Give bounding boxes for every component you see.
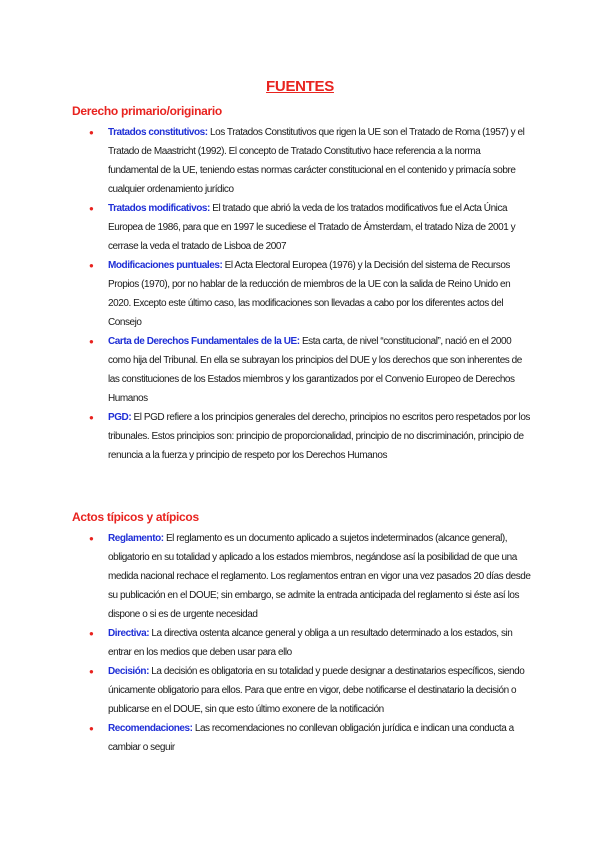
- bullet-icon: ●: [89, 261, 94, 270]
- item-term: Decisión:: [108, 666, 149, 677]
- bullet-icon: ●: [89, 534, 94, 543]
- bullet-icon: ●: [89, 629, 94, 638]
- item-text: La decisión es obligatoria en su totalidad y puede designar a destinatarios específicos, siendo únicamente obligatorio para ellos. Para que entre en vigor, debe notificarse el destinatario la decisión o publicarse en el DOUE, sin que esto último exonere de la notificación: [108, 666, 525, 715]
- item-text: Los Tratados Constitutivos que rigen la UE son el Tratado de Roma (1957) y el Tratado de Maastricht (1992). El concepto de Tratado Constitutivo hace referencia a la norma fundamental de la UE, teniendo estas normas carácter constitucional en el contenido y primacía sobre cualquier ordenamiento jurídico: [108, 127, 525, 195]
- list-item: [89, 123, 532, 199]
- item-text: El tratado que abrió la veda de los tratados modificativos fue el Acta Única Europea de 1986, para que en 1997 le sucediese el Tratado de Ámsterdam, el tratado Niza de 2001 y cerrase la veda el tratado de Lisboa de 2007: [108, 203, 516, 252]
- list-item: [89, 332, 532, 408]
- bullet-icon: ●: [89, 413, 94, 422]
- item-text: La directiva ostenta alcance general y obliga a un resultado determinado a los estados, sin entrar en los medios que deben usar para ello: [108, 628, 513, 658]
- item-text: El PGD refiere a los principios generales del derecho, principios no escritos pero respetados por los tribunales. Estos principios son: principio de proporcionalidad, principio de no discriminación, principio de renuncia a la fuerza y principio de respeto por los Derechos Humanos: [108, 412, 530, 461]
- item-term: Tratados constitutivos:: [108, 127, 208, 138]
- item-term: Directiva:: [108, 628, 150, 639]
- item-term: Modificaciones puntuales:: [108, 260, 223, 271]
- item-term: Reglamento:: [108, 533, 164, 544]
- list-item: [89, 199, 532, 256]
- bullet-icon: ●: [89, 667, 94, 676]
- list-item: [89, 408, 532, 465]
- item-term: Carta de Derechos Fundamentales de la UE:: [108, 336, 300, 347]
- list-derecho-primario: [89, 123, 532, 465]
- bullet-icon: ●: [89, 204, 94, 213]
- item-text: Las recomendaciones no conllevan obligación jurídica e indican una conducta a cambiar o seguir: [108, 723, 514, 753]
- bullet-icon: ●: [89, 337, 94, 346]
- page-title: FUENTES: [266, 78, 334, 95]
- list-item: [89, 662, 532, 719]
- item-text: El Acta Electoral Europea (1976) y la Decisión del sistema de Recursos Propios (1970), por no hablar de la reducción de miembros de la UE con la salida de Reino Unido en 2020. Excepto este último caso, las modificaciones son llevadas a cabo por los diferentes actos del Consejo: [108, 260, 511, 328]
- section-heading-derecho-primario: Derecho primario/originario: [72, 104, 222, 118]
- item-term: PGD:: [108, 412, 132, 423]
- item-term: Tratados modificativos:: [108, 203, 210, 214]
- bullet-icon: ●: [89, 128, 94, 137]
- item-text: Esta carta, de nivel “constitucional”, nació en el 2000 como hija del Tribunal. En ella se subrayan los principios del DUE y los derechos que son inherentes de las constituciones de los Estados miembros y los garantizados por el Convenio Europeo de Derechos Humanos: [108, 336, 522, 404]
- list-actos: [89, 529, 532, 757]
- list-item: [89, 529, 532, 624]
- section-heading-actos: Actos típicos y atípicos: [72, 510, 199, 524]
- bullet-icon: ●: [89, 724, 94, 733]
- item-text: El reglamento es un documento aplicado a sujetos indeterminados (alcance general), obligatorio en su totalidad y aplicado a los estados miembros, negándose así la posibilidad de que una medida nacional rechace el reglamento. Los reglamentos entran en vigor una vez pasados 20 días desde su publicación en el DOUE; sin embargo, se admite la entrada anticipada del reglamento si éste así los dispone o si es de urgente necesidad: [108, 533, 531, 620]
- list-item: [89, 719, 532, 757]
- item-term: Recomendaciones:: [108, 723, 193, 734]
- list-item: [89, 624, 532, 662]
- list-item: [89, 256, 532, 332]
